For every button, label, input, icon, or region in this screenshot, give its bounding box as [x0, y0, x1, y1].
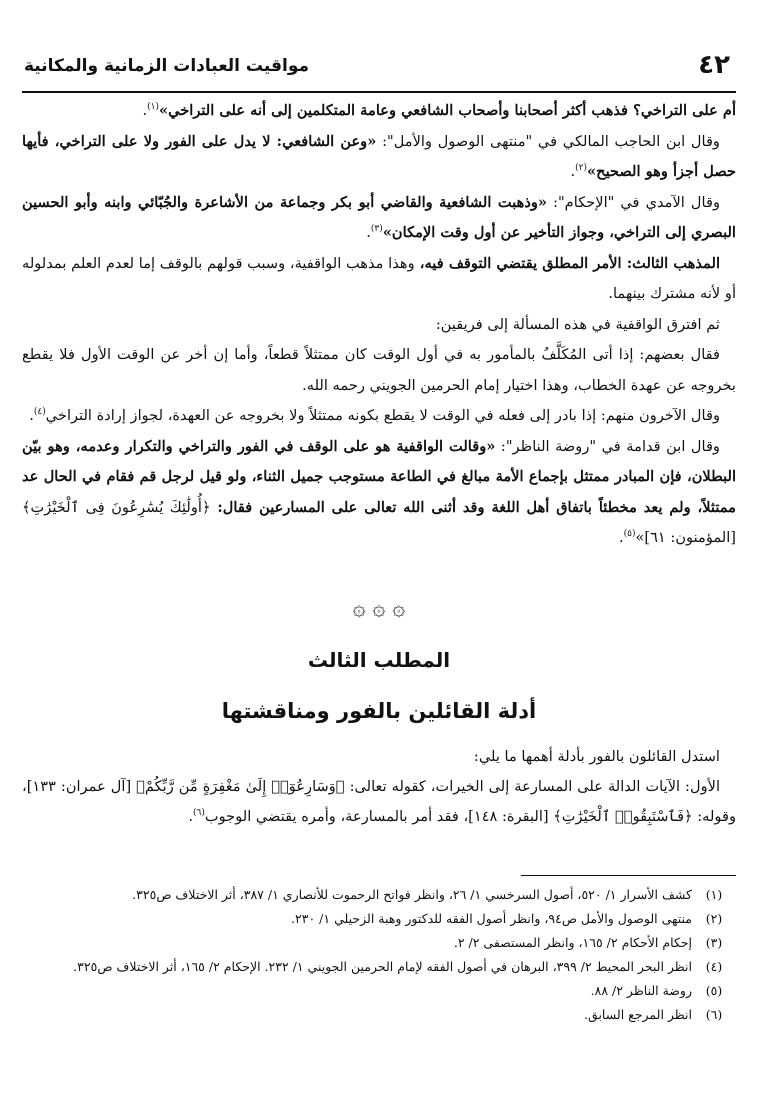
footnote-text: منتهى الوصول والأمل ص٩٤، وانظر أصول الفقه للدكتور وهبة الزحيلي ١/ ٢٣٠.	[291, 911, 692, 926]
footnote-text: انظر البحر المحيط ٢/ ٣٩٩، البرهان في أصول الفقه لإمام الحرمين الجويني ١/ ٢٣٢. الإحكام ٢/ ١٦٥، أثر الاختلاف ص٣٢٥.	[73, 959, 692, 974]
text-run: استدل القائلون بالفور بأدلة أهمها ما يلي:	[473, 748, 720, 765]
header-rule	[22, 91, 736, 93]
footnote	[22, 907, 736, 931]
text-run: [البقرة: ١٤٨]، فقد أمر بالمسارعة، وأمره يقتضي الوجوب	[204, 808, 554, 825]
text-run: وقال الآخرون منهم: إذا بادر إلى فعله في الوقت لا يقطع بكونه ممتثلاً ولا بخروجه عن العهدة، لجواز إرادة التراخي	[45, 407, 720, 424]
footnote-ref[interactable]: (٦)	[193, 808, 205, 819]
text-run: ﴿أُولَٰئِكَ يُسَٰرِعُونَ فِى ٱلْخَيْرَٰتِ﴾	[22, 498, 211, 516]
text-run: [المؤمنون: ٦١]»	[635, 529, 736, 546]
footnote	[22, 1003, 736, 1027]
section-text	[22, 742, 736, 832]
page-header	[22, 50, 736, 90]
footnote-rule	[521, 875, 736, 876]
footnote-number: (١)	[705, 887, 723, 902]
paragraph	[22, 742, 736, 772]
footnote-ref[interactable]: (١)	[147, 102, 159, 113]
text-run: أم على التراخي؟ فذهب أكثر أصحابنا وأصحاب الشافعي وعامة المتكلمين إلى أنه على التراخي»	[158, 102, 736, 119]
book-page	[22, 0, 736, 1095]
paragraph	[22, 432, 736, 554]
paragraph	[22, 772, 736, 832]
text-run: المذهب الثالث: الأمر المطلق يقتضي التوقف فيه،	[414, 254, 721, 272]
text-run: ثم افترق الواقفية في هذه المسألة إلى فريقين:	[435, 315, 720, 333]
text-run: فقال بعضهم: إذا أتى المُكَلَّفُ بالمأمور به في أول الوقت كان ممتثلاً قطعاً، وأما إن أخر عن الوقت الأول فلا يقطع بخروجه عن عهدة الخطاب، وهذا اختيار إمام الحرمين الجويني رحمه الله.	[22, 346, 736, 394]
main-text	[22, 96, 736, 554]
chapter-title: أدلة القائلين بالفور ومناقشتها	[221, 699, 537, 723]
text-run: .	[188, 808, 194, 825]
footnote	[22, 883, 736, 907]
paragraph	[22, 340, 736, 401]
text-run: الأول: الآيات الدالة على المسارعة إلى الخيرات، كقوله تعالى:	[344, 778, 721, 795]
text-run: وقال الآمدي في "الإحكام":	[547, 193, 720, 211]
text-run: .	[618, 529, 624, 546]
text-run: .	[29, 407, 34, 424]
text-run: وهذا مذهب الواقفية، وسبب قولهم بالوقف إما لعدم العلم بمدلوله أو لأنه مشترك بينهما.	[22, 254, 736, 302]
footnote-ref[interactable]: (٢)	[575, 163, 588, 174]
paragraph	[22, 249, 736, 310]
footnote-ref[interactable]: (٣)	[370, 224, 383, 235]
text-run: .	[570, 163, 576, 180]
footnote-number: (٤)	[705, 959, 723, 974]
text-run: «وقالت الواقفية هو على الوقف في الفور والتراخي والتكرار وعدمه، وهو بيّن البطلان، فإن المبادر ممتثل بإجماع الأمة مبالغ في الطاعة مستوجب جميل الثناء، ولو قيل لرجل قم فقام في الحال عد ممتثلاً، ولم يعد مخطئاً باتفاق أهل اللغة وقد أثنى الله تعالى على المسارعين فقال:	[22, 437, 736, 516]
footnote-ref[interactable]: (٤)	[33, 407, 46, 418]
text-run: «وذهبت الشافعية والقاضي أبو بكر وجماعة من الأشاعرة والجُبّائي وابنه وأبو الحسين البصري إلى التراخي، وجواز التأخير عن أول وقت الإمكان»	[22, 193, 736, 241]
text-run: ﴿وَسَارِعُوٓا۟ إِلَىٰ مَغْفِرَةٍ مِّن رَّبِّكُمْ﴾	[136, 778, 345, 795]
footnote-text: إحكام الأحكام ٢/ ١٦٥، وانظر المستصفى ٢/ ٢.	[453, 935, 692, 950]
footnote	[22, 955, 736, 979]
running-title: مواقيت العبادات الزمانية والمكانية	[24, 56, 309, 76]
paragraph	[22, 127, 736, 188]
text-run: «وعن الشافعي: لا يدل على الفور ولا على التراخي، فأيها حصل أجزأ وهو الصحيح»	[22, 132, 736, 180]
footnotes	[22, 883, 736, 1027]
paragraph	[22, 188, 736, 249]
footnote-number: (٢)	[705, 911, 723, 926]
page-number: ٤٢	[698, 50, 730, 80]
ornament-divider: ۞ ۞ ۞	[352, 596, 406, 621]
footnote-ref[interactable]: (٥)	[623, 529, 636, 540]
section-title: المطلب الثالث	[307, 648, 451, 672]
footnote-text: كشف الأسرار ١/ ٥٢٠، أصول السرخسي ١/ ٢٦، وانظر فواتح الرحموت للأنصاري ١/ ٣٨٧، أثر الاختلاف ص٣٢٥.	[132, 887, 692, 902]
paragraph	[22, 401, 736, 432]
footnote	[22, 979, 736, 1003]
footnote	[22, 931, 736, 955]
text-run: [آل عمران: ١٣٣]، وقوله:	[22, 778, 736, 825]
footnote-number: (٣)	[705, 935, 723, 950]
text-run: وقال ابن الحاجب المالكي في "منتهى الوصول والأمل":	[376, 132, 720, 150]
text-run: وقال ابن قدامة في "روضة الناظر":	[495, 437, 720, 455]
text-run: .	[366, 224, 371, 241]
footnote-text: انظر المرجع السابق.	[584, 1007, 692, 1022]
footnote-number: (٦)	[705, 1007, 723, 1022]
text-run: ﴿فَٱسْتَبِقُوا۟ ٱلْخَيْرَٰتِ﴾	[553, 808, 693, 825]
footnote-number: (٥)	[705, 983, 723, 998]
paragraph	[22, 310, 736, 341]
paragraph	[22, 96, 736, 127]
text-run: .	[142, 102, 148, 119]
footnote-text: روضة الناظر ٢/ ٨٨.	[590, 983, 692, 998]
